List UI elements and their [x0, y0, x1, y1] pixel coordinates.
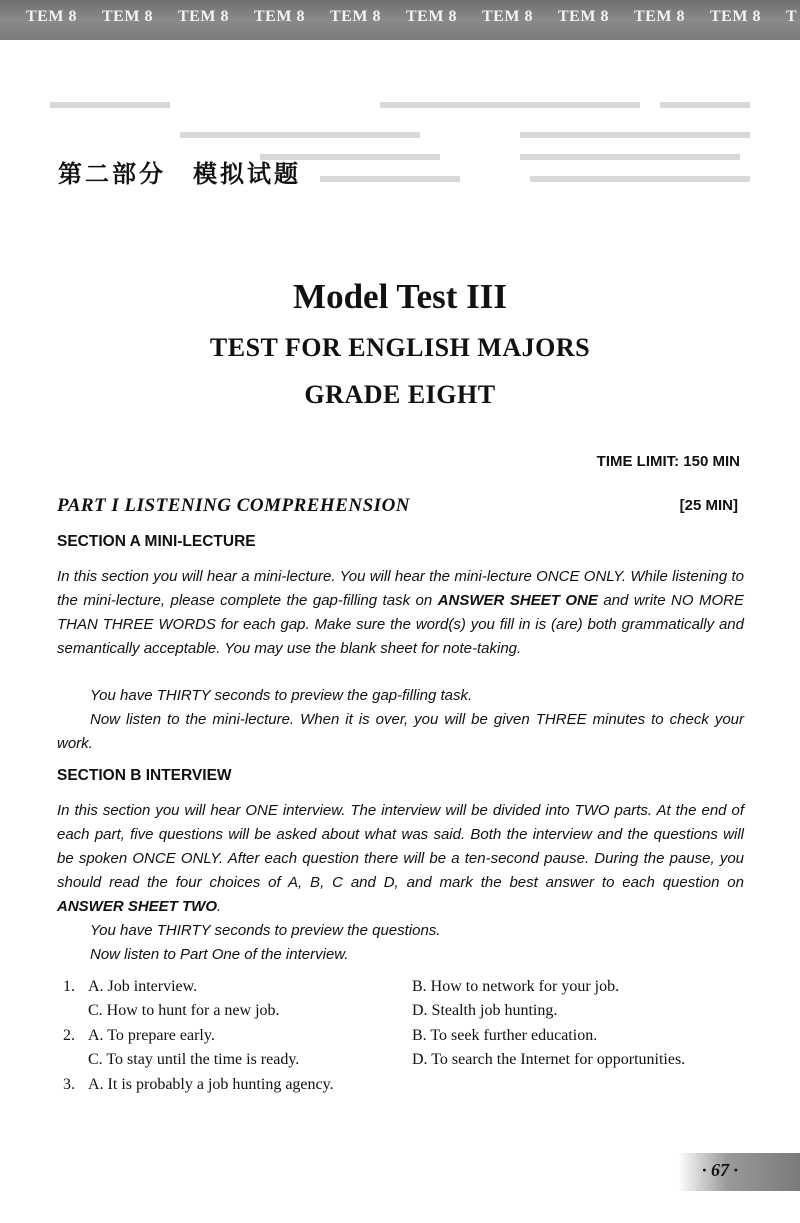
section-b-listen-note: Now listen to Part One of the interview. [90, 946, 349, 963]
header-band-label: TEM 8 [482, 8, 533, 25]
header-band-label: TEM 8 [558, 8, 609, 25]
header-band-label: TEM 8 [406, 8, 457, 25]
grade-subtitle: GRADE EIGHT [304, 380, 496, 409]
question-option: A. It is probably a job hunting agency. [88, 1076, 334, 1093]
section-title-chinese: 第二部分 模拟试题 [58, 159, 301, 188]
section-a-listen-note: Now listen to the mini-lecture. When it is over, you will be given THREE minutes to check your work. [57, 711, 744, 752]
header-band-label: T [786, 8, 798, 25]
time-limit: TIME LIMIT: 150 MIN [596, 453, 740, 470]
header-band-label: TEM 8 [330, 8, 381, 25]
header-band-label: TEM 8 [26, 8, 77, 25]
page-number-tab [678, 1153, 800, 1191]
question-number: 2. [63, 1027, 75, 1044]
test-subtitle: TEST FOR ENGLISH MAJORS [209, 333, 591, 362]
header-band-label: TEM 8 [102, 8, 153, 25]
answer-sheet-two: ANSWER SHEET TWO [57, 898, 217, 915]
part-time: [25 MIN] [679, 497, 738, 514]
section-a-title: SECTION A MINI-LECTURE [57, 533, 256, 550]
question-number: 3. [63, 1076, 75, 1093]
answer-sheet-one: ANSWER SHEET ONE [437, 592, 598, 609]
section-b-title: SECTION B INTERVIEW [57, 767, 232, 784]
header-band-label: TEM 8 [634, 8, 685, 25]
instr-text: In this section you will hear a mini-lecture. You will hear the mini-lecture ONCE ONLY. While listening to the mini-lecture, please complete the gap-filling task on [57, 568, 744, 609]
section-b-instructions [57, 799, 744, 919]
header-band-label: TEM 8 [710, 8, 761, 25]
page-number: · 67 · [702, 1160, 738, 1180]
header-band-label: TEM 8 [254, 8, 305, 25]
question-option: C. How to hunt for a new job. [88, 1002, 280, 1019]
question-option: D. Stealth job hunting. [412, 1002, 558, 1019]
question-option: A. Job interview. [88, 978, 198, 995]
section-a-preview-note: You have THIRTY seconds to preview the gap-filling task. [90, 687, 473, 704]
question-option: C. To stay until the time is ready. [88, 1051, 300, 1068]
question-option: A. To prepare early. [88, 1027, 215, 1044]
question-option: B. How to network for your job. [412, 978, 620, 995]
question-option: B. To seek further education. [412, 1027, 598, 1044]
header-band [0, 0, 800, 40]
instr-text: In this section you will hear ONE interview. The interview will be divided into TWO parts. At the end of each part, five questions will be asked about what was said. Both the interview and the questions will be spoken ONCE ONLY. After each question there will be a ten-second pause. During the pause, you should read the four choices of A, B, C and D, and mark the best answer to each question on [57, 802, 744, 891]
header-band-label: TEM 8 [178, 8, 229, 25]
question-number: 1. [63, 978, 75, 995]
section-a-instructions [57, 565, 744, 661]
part-title: PART I LISTENING COMPREHENSION [57, 495, 411, 516]
test-title: Model Test III [293, 277, 507, 316]
instr-text: and write NO MORE THAN THREE WORDS for each gap. Make sure the word(s) you fill in is (are) both grammatically and semantically acceptable. You may use the blank sheet for note-taking. [57, 592, 745, 657]
question-option: D. To search the Internet for opportunities. [412, 1051, 686, 1068]
section-b-preview-note: You have THIRTY seconds to preview the questions. [90, 922, 441, 939]
instr-text: . [217, 898, 222, 915]
